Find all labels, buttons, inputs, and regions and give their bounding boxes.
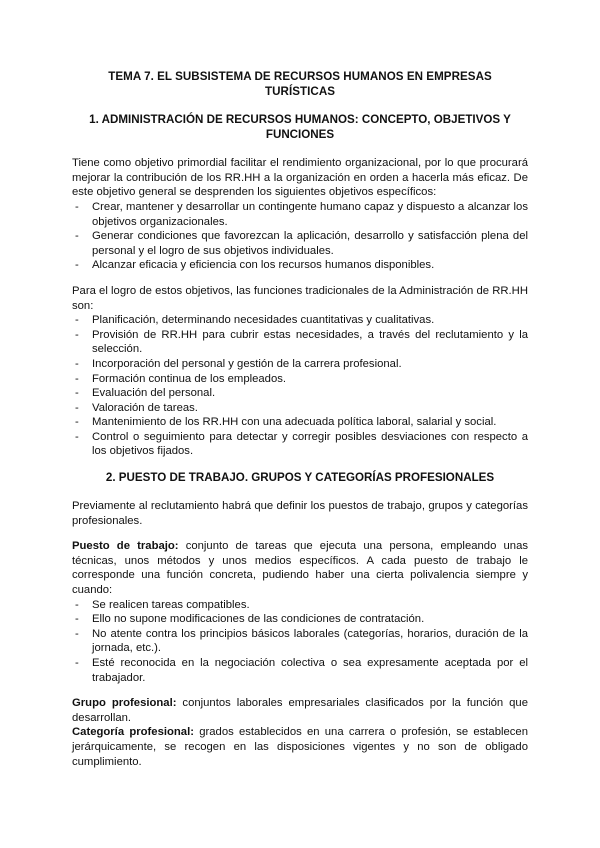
grupo-paragraph: [72, 696, 528, 725]
objectives-list: [72, 200, 528, 273]
section-2-intro: Previamente al reclutamiento habrá que definir los puestos de trabajo, grupos y categorías profesionales.: [72, 500, 528, 527]
list-item: - Se realicen tareas compatibles.: [75, 598, 250, 611]
list-item: - Evaluación del personal.: [75, 387, 216, 400]
dash-bullet: -: [75, 613, 79, 626]
document-page: [72, 70, 528, 769]
dash-bullet: -: [75, 357, 79, 370]
section-1-intro: Tiene como objetivo primordial facilitar el rendimiento organizacional, por lo que procurará mejorar la contribución de los RR.HH a la organización en orden a hacerla más eficaz. De este objetivo general se desprenden los siguientes objetivos específicos:: [72, 157, 528, 199]
dash-bullet: -: [75, 416, 79, 429]
dash-bullet: -: [75, 314, 79, 327]
dash-bullet: -: [75, 372, 79, 385]
list-item: - Control o seguimiento para detectar y corregir posibles desviaciones con respecto a los objetivos fijados.: [75, 430, 528, 458]
dash-bullet: -: [75, 259, 79, 272]
puesto-definition: conjunto de tareas que ejecuta una persona, empleando unas técnicas, unos métodos y unos medios específicos. A cada puesto de trabajo le corresponde una función concreta, pudiendo haber una cierta polivalencia siempre y cuando:: [72, 540, 528, 597]
list-item: - Incorporación del personal y gestión de la carrera profesional.: [75, 357, 402, 370]
functions-intro: Para el logro de estos objetivos, las funciones tradicionales de la Administración de RR.HH son:: [72, 284, 528, 312]
list-item: - Provisión de RR.HH para cubrir estas necesidades, a través del reclutamiento y la selección.: [75, 328, 528, 356]
puesto-term: Puesto de trabajo:: [72, 540, 179, 553]
categoria-paragraph: [72, 725, 528, 769]
puesto-paragraph: [72, 539, 528, 597]
conditions-list: [72, 598, 528, 686]
dash-bullet: -: [75, 657, 79, 669]
dash-bullet: -: [75, 430, 79, 443]
list-item: - Planificación, determinando necesidades cuantitativas y cualitativas.: [75, 314, 435, 327]
list-item: - Mantenimiento de los RR.HH con una adecuada política laboral, salarial y social.: [75, 416, 497, 429]
dash-bullet: -: [75, 387, 79, 400]
categoria-definition: grados establecidos en una carrera o profesión, se establecen jerárquicamente, se recogen en las disposiciones vigentes y no son de obligado cumplimiento.: [72, 726, 528, 768]
dash-bullet: -: [75, 328, 79, 341]
list-item: - Valoración de tareas.: [75, 401, 198, 414]
dash-bullet: -: [75, 401, 79, 414]
grupo-term: Grupo profesional:: [72, 697, 177, 710]
list-item: - Generar condiciones que favorezcan la aplicación, desarrollo y satisfacción plena del personal y el logro de sus objetivos individuales.: [75, 230, 528, 257]
document-title: TEMA 7. EL SUBSISTEMA DE RECURSOS HUMANOS EN EMPRESAS TURÍSTICAS: [108, 70, 492, 98]
list-item: - Crear, mantener y desarrollar un contingente humano capaz y dispuesto a alcanzar los objetivos organizacionales.: [75, 200, 528, 228]
dash-bullet: -: [75, 627, 79, 640]
dash-bullet: -: [75, 598, 79, 611]
section-2-heading: 2. PUESTO DE TRABAJO. GRUPOS Y CATEGORÍAS PROFESIONALES: [105, 471, 495, 485]
list-item: - Esté reconocida en la negociación colectiva o sea expresamente aceptada por el trabajador.: [75, 657, 528, 684]
grupo-definition: conjuntos laborales empresariales clasificados por la función que desarrollan.: [72, 697, 528, 724]
list-item: - Ello no supone modificaciones de las condiciones de contratación.: [75, 613, 425, 626]
dash-bullet: -: [75, 200, 79, 213]
categoria-term: Categoría profesional:: [72, 726, 194, 739]
dash-bullet: -: [75, 230, 79, 243]
functions-list: [72, 313, 528, 459]
section-1-heading: 1. ADMINISTRACIÓN DE RECURSOS HUMANOS: CONCEPTO, OBJETIVOS Y FUNCIONES: [89, 113, 511, 142]
list-item: - Alcanzar eficacia y eficiencia con los recursos humanos disponibles.: [75, 259, 435, 272]
list-item: - No atente contra los principios básicos laborales (categorías, horarios, duración de la jornada, etc.).: [75, 627, 528, 655]
list-item: - Formación continua de los empleados.: [75, 372, 287, 385]
